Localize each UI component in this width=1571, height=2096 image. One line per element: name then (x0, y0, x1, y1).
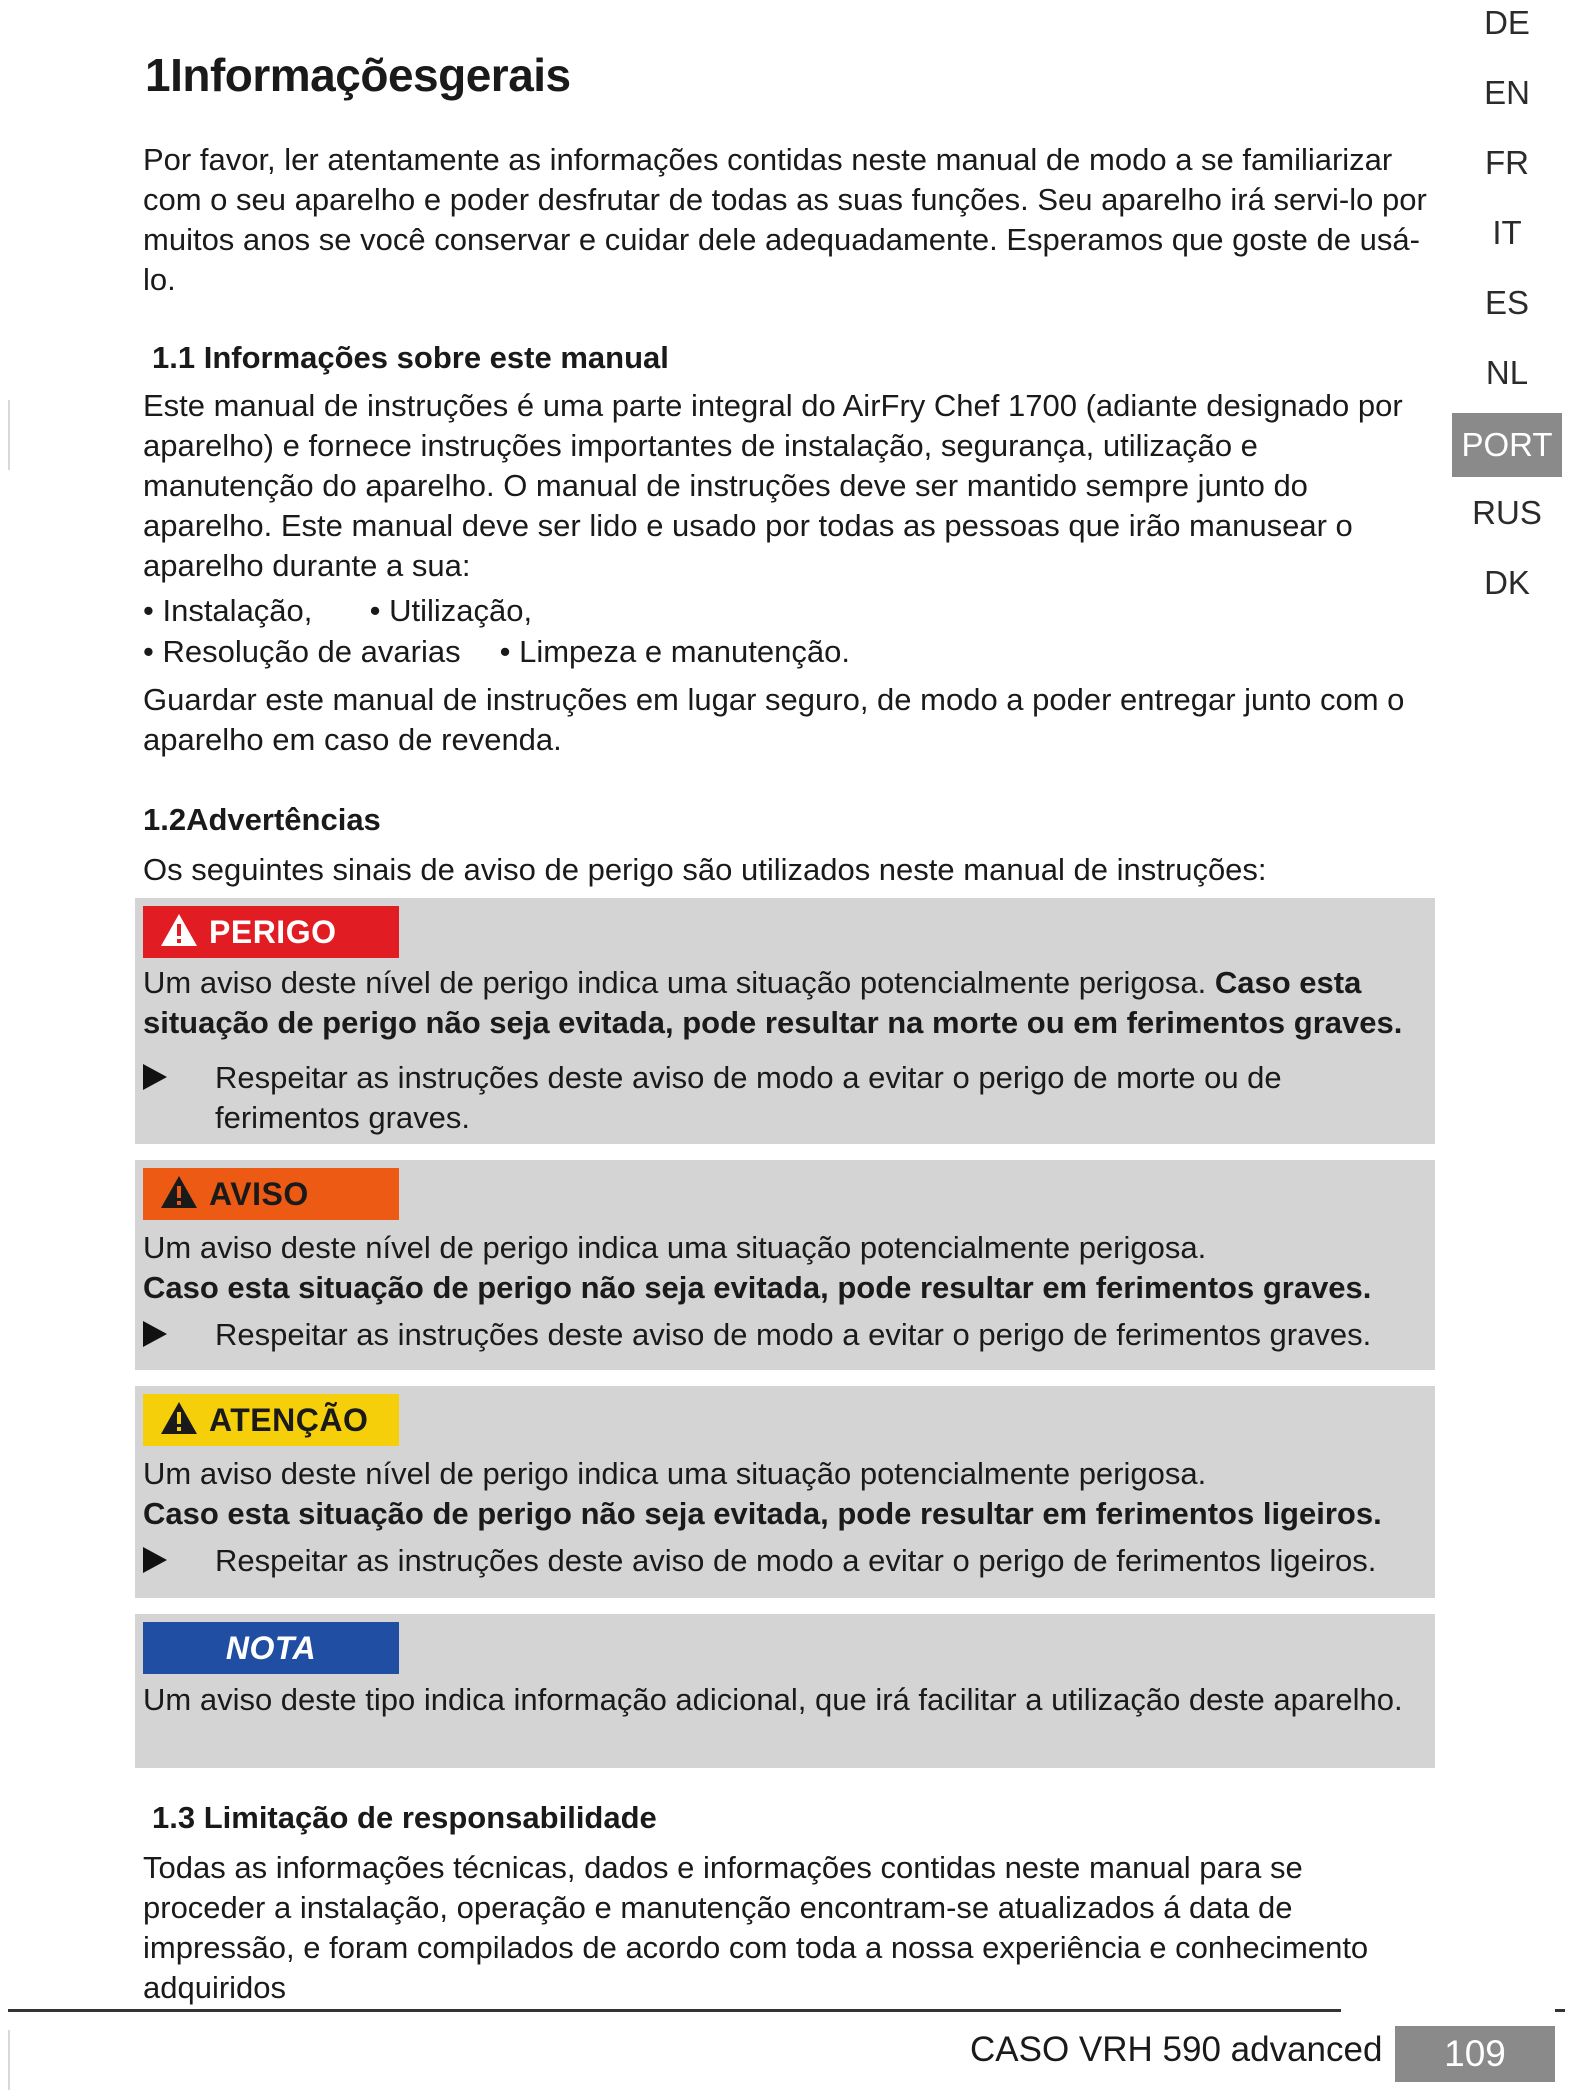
list-item: • Utilização, (369, 593, 533, 628)
lang-tab-nl[interactable]: NL (1485, 354, 1529, 391)
atencao-text: Um aviso deste nível de perigo indica uma situação potencialmente perigosa. Caso esta situação de perigo não seja evitada, pode resultar em ferimentos ligeiros. (143, 1456, 1382, 1531)
bullet-list (143, 590, 850, 672)
warning-box-atencao: ATENÇÃO Um aviso deste nível de perigo indica uma situação potencialmente perigosa. Caso esta situação de perigo não seja evitada, pode resultar em ferimentos ligeiros. Respeitar as instruções deste aviso de modo a evitar o perigo de ferimentos ligeiros. (135, 1386, 1435, 1598)
margin-mark (8, 400, 10, 470)
lang-tab-fr[interactable]: FR (1485, 144, 1529, 181)
section-1-2-title: 1.2Advertências (143, 802, 381, 837)
section-1-3-body: Todas as informações técnicas, dados e informações contidas neste manual para se proceder a instalação, operação e manutenção encontram-se atualizados á data de impressão, e foram compilados de acordo com toda a nossa experiência e conhecimento adquiridos (143, 1850, 1369, 2005)
lang-tab-it[interactable]: IT (1492, 214, 1522, 251)
section-1-1-closing: Guardar este manual de instruções em lugar seguro, de modo a poder entregar junto com o aparelho em caso de revenda. (143, 682, 1405, 757)
footer-rule-end (1555, 2009, 1565, 2012)
page-number: 109 (1395, 2026, 1555, 2082)
list-item: • Limpeza e manutenção. (499, 634, 850, 669)
lang-tab-port[interactable]: PORT (1452, 413, 1562, 477)
arrow-right-icon (143, 1064, 167, 1090)
section-1-2-intro: Os seguintes sinais de aviso de perigo são utilizados neste manual de instruções: (143, 852, 1267, 887)
margin-mark (8, 2030, 10, 2090)
note-box (135, 1614, 1435, 1768)
warning-triangle-icon (159, 1174, 199, 1210)
section-1-3-title: 1.3 Limitação de responsabilidade (152, 1800, 657, 1835)
warning-triangle-icon (159, 912, 199, 948)
section-1-1-body: Este manual de instruções é uma parte integral do AirFry Chef 1700 (adiante designado por aparelho) e fornece instruções importantes de instalação, segurança, utilização e manutenção do aparelho. O manual de instruções deve ser mantido sempre junto do aparelho. Este manual deve ser lido e usado por todas as pessoas que irão manusear o aparelho durante a sua: (143, 388, 1403, 583)
section-1-1-title: 1.1 Informações sobre este manual (152, 340, 669, 375)
page-title: 1Informaçõesgerais (145, 49, 571, 101)
list-item: • Resolução de avarias (143, 634, 461, 669)
intro-paragraph: Por favor, ler atentamente as informações contidas neste manual de modo a se familiarizar com o seu aparelho e poder desfrutar de todas as suas funções. Seu aparelho irá servi-lo por muitos anos se você conservar e cuidar dele adequadamente. Esperamos que goste de usá-lo. (143, 142, 1427, 297)
footer-product: CASO VRH 590 advanced (970, 2030, 1383, 2069)
warning-box-aviso: AVISO Um aviso deste nível de perigo indica uma situação potencialmente perigosa. Caso esta situação de perigo não seja evitada, pode resultar em ferimentos graves. Respeitar as instruções deste aviso de modo a evitar o perigo de ferimentos graves. (135, 1160, 1435, 1370)
arrow-right-icon (143, 1321, 167, 1347)
warning-box-perigo: PERIGO Um aviso deste nível de perigo indica uma situação potencialmente perigosa. Caso esta situação de perigo não seja evitada, pode resultar na morte ou em ferimentos graves. Respeitar as instruções deste aviso de modo a evitar o perigo de morte ou de ferimentos graves. (135, 898, 1435, 1144)
aviso-label: AVISO (143, 1168, 399, 1220)
perigo-text: Um aviso deste nível de perigo indica uma situação potencialmente perigosa. Caso esta situação de perigo não seja evitada, pode resultar na morte ou em ferimentos graves. (143, 965, 1403, 1040)
footer-rule (8, 2009, 1341, 2012)
lang-tab-dk[interactable]: DK (1484, 564, 1530, 601)
nota-text: Um aviso deste tipo indica informação adicional, que irá facilitar a utilização deste aparelho. (143, 1682, 1403, 1717)
list-item: • Instalação, (143, 593, 313, 628)
aviso-text: Um aviso deste nível de perigo indica uma situação potencialmente perigosa. Caso esta situação de perigo não seja evitada, pode resultar em ferimentos graves. (143, 1230, 1372, 1305)
warning-triangle-icon (159, 1400, 199, 1436)
atencao-label: ATENÇÃO (143, 1394, 399, 1446)
perigo-label: PERIGO (143, 906, 399, 958)
lang-tab-en[interactable]: EN (1484, 74, 1530, 111)
nota-label: NOTA (143, 1622, 399, 1674)
lang-tab-rus[interactable]: RUS (1472, 494, 1542, 531)
arrow-right-icon (143, 1547, 167, 1573)
lang-tab-de[interactable]: DE (1484, 4, 1530, 41)
lang-tab-es[interactable]: ES (1484, 284, 1530, 321)
